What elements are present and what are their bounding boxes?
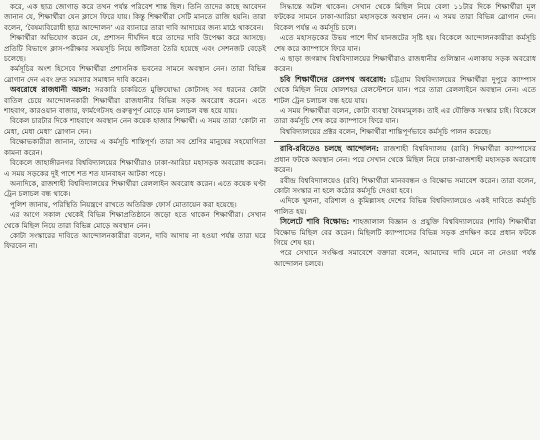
paragraph: এতে মহাসড়কের উভয় পাশে দীর্ঘ যানজটের সৃষ্টি হয়। বিকেলে আন্দোলনকারীরা কর্মসূচি শেষ করে ক্যাম্পাসে ফিরে যান। [274,33,536,53]
paragraph: পুলিশ জানায়, পরিস্থিতি নিয়ন্ত্রণে রাখতে অতিরিক্ত ফোর্স মোতায়েন করা হয়েছে। [10,199,237,209]
paragraph: অন্যদিকে, রাজশাহী বিশ্ববিদ্যালয়ের শিক্ষার্থীরা রেললাইন অবরোধ করেন। এতে কয়েক ঘণ্টা ট্রেন চলাচল বন্ধ থাকে। [4,178,266,199]
paragraph-text: রাজশাহী বিশ্ববিদ্যালয় (রাবি) শিক্ষার্থীরা ক্যাম্পাসের প্রধান ফটকে অবস্থান নেন। পরে সেখান থেকে মিছিল নিয়ে ঢাকা-রাজশাহী মহাসড়ক অবরোধ করেন। [274,144,536,175]
paragraph: সিদ্ধান্তে অটল থাকেন। সেখান থেকে মিছিল নিয়ে বেলা ১১টার দিকে শিক্ষার্থীরা মূল ফটকের সামনে ঢাকা-আরিচা মহাসড়কে অবস্থান নেন। এ সময় তারা বিভিন্ন স্লোগান দেন। বিকেল পর্যন্ত এ কর্মসূচি চলে। [274,2,536,32]
paragraph-text: সরকারি চাকরিতে মুক্তিযোদ্ধা কোটাসহ সব ধরনের কোটা বাতিল চেয়ে আন্দোলনকারী শিক্ষার্থীরা রাজধানীর বিভিন্ন সড়ক অবরোধ করেন। এতে শাহবাগ, কারওয়ান বাজার, ফার্মগেটসহ গুরুত্বপূর্ণ মোড়ে যান চলাচল বন্ধ হয়ে যায়। [4,85,266,116]
paragraph: শিক্ষার্থীরা অভিযোগ করেন যে, প্রশাসন দীর্ঘদিন ধরে তাদের দাবি উপেক্ষা করে আসছে। প্রতিটি বিভাগে ক্লাস-পরীক্ষার সময়সূচি নিয়ে জটিলতা তৈরি হয়েছে এবং সেশনজট বেড়েই চলেছে। [4,33,266,64]
paragraph: বিশ্ববিদ্যালয়ের প্রক্টর বলেন, শিক্ষার্থীরা শান্তিপূর্ণভাবে কর্মসূচি পালন করেছে। [280,126,491,136]
section-heading: অবরোধে রাজধানী অচল: [10,85,91,95]
section-heading: রাবি-রবিতেও চলছে আন্দোলন: [280,144,379,154]
right-column [274,2,536,440]
paragraph: রবীন্দ্র বিশ্ববিদ্যালয়েও (রবি) শিক্ষার্থীরা মানববন্ধন ও বিক্ষোভ সমাবেশ করেন। তারা বলেন, কোটা সংস্কার না হলে কঠোর কর্মসূচি দেওয়া হবে। [274,175,536,195]
paragraph: করে, এক ছাত্র জোগাড় করে তখন পর্যন্ত পরিবেশ শান্ত ছিল। তিনি তাদের কাছে আবেদন জানান যে, শিক্ষার্থীরা যেন ক্লাসে ফিরে যায়। কিন্তু শিক্ষার্থীরা সেটি মানতে রাজি হয়নি। তারা বলেন, ‘বৈষম্যবিরোধী ছাত্র আন্দোলন’ এর ব্যানারে তারা দাবি আদায়ের জন্য মাঠে থাকবেন। [4,2,266,32]
paragraph: পরে সেখানে সংক্ষিপ্ত সমাবেশে বক্তারা বলেন, আমাদের দাবি মেনে না নেওয়া পর্যন্ত আন্দোলন চলবে। [274,248,536,268]
paragraph: বিকেল চারটার দিকে শাহবাগে অবস্থান নেন কয়েক হাজার শিক্ষার্থী। এ সময় তারা ‘কোটা না মেধা, মেধা মেধা’ স্লোগান দেন। [4,116,266,136]
section-paragraph [274,75,536,106]
paragraph: বিক্ষোভকারীরা জানান, তাদের এ কর্মসূচি শান্তিপূর্ণ। তারা সব শ্রেণির মানুষের সহযোগিতা কামনা করেন। [4,137,266,157]
paragraph: কোটা সংস্কারের দাবিতে আন্দোলনকারীরা বলেন, দাবি আদায় না হওয়া পর্যন্ত তারা ঘরে ফিরবেন না। [4,230,266,251]
section-heading: সিলেটে শাবি বিক্ষোভ: [280,217,350,227]
paragraph-text: শাহজালাল বিজ্ঞান ও প্রযুক্তি বিশ্ববিদ্যালয়ের (শাবি) শিক্ষার্থীরা বিক্ষোভ মিছিল বের করেন। মিছিলটি ক্যাম্পাসের বিভিন্ন সড়ক প্রদক্ষিণ করে প্রধান ফটকে গিয়ে শেষ হয়। [274,217,536,247]
paragraph: এদিকে খুলনা, বরিশাল ও কুমিল্লাসহ দেশের বিভিন্ন বিশ্ববিদ্যালয়েও একই দাবিতে কর্মসূচি পালিত হয়। [274,196,536,216]
section-paragraph [274,217,536,248]
paragraph: বিকেলে জাহাঙ্গীরনগর বিশ্ববিদ্যালয়ের শিক্ষার্থীরাও ঢাকা-আরিচা মহাসড়ক অবরোধ করেন। এ সময় সড়কের দুই পাশে শত শত যানবাহন আটকা পড়ে। [4,158,266,178]
section-paragraph [274,144,536,175]
paragraph: এর আগে সকাল থেকেই বিভিন্ন শিক্ষাপ্রতিষ্ঠানে জড়ো হতে থাকেন শিক্ষার্থীরা। সেখান থেকে মিছিল নিয়ে তারা বিভিন্ন মোড়ে অবস্থান নেন। [4,210,266,230]
paragraph: এ ছাড়া জগন্নাথ বিশ্ববিদ্যালয়ের শিক্ষার্থীরাও রাজধানীর গুলিস্তান এলাকায় সড়ক অবরোধ করেন। [274,54,536,74]
paragraph: কর্মসূচির অংশ হিসেবে শিক্ষার্থীরা প্রশাসনিক ভবনের সামনে অবস্থান নেন। তারা বিভিন্ন স্লোগান দেন এবং দ্রুত সমস্যার সমাধান দাবি করেন। [4,64,266,84]
paragraph-text: চট্টগ্রাম বিশ্ববিদ্যালয়ের শিক্ষার্থীরা দুপুরে ক্যাম্পাস থেকে মিছিল নিয়ে ষোলশহর রেলস্টেশনে যান। পরে তারা রেললাইনে অবস্থান নেন। এতে শাটল ট্রেন চলাচল বন্ধ হয়ে যায়। [274,74,536,105]
section-paragraph [4,85,266,116]
section-divider [274,141,536,142]
section-heading: চবি শিক্ষার্থীদের রেলপথ অবরোধ: [280,74,387,84]
left-column [4,2,266,440]
paragraph: এ সময় শিক্ষার্থীরা বলেন, কোটা ব্যবস্থা বৈষম্যমূলক। তাই এর যৌক্তিক সংস্কার চাই। বিকেলে তারা কর্মসূচি শেষ করে ক্যাম্পাসে ফিরে যান। [274,106,536,126]
